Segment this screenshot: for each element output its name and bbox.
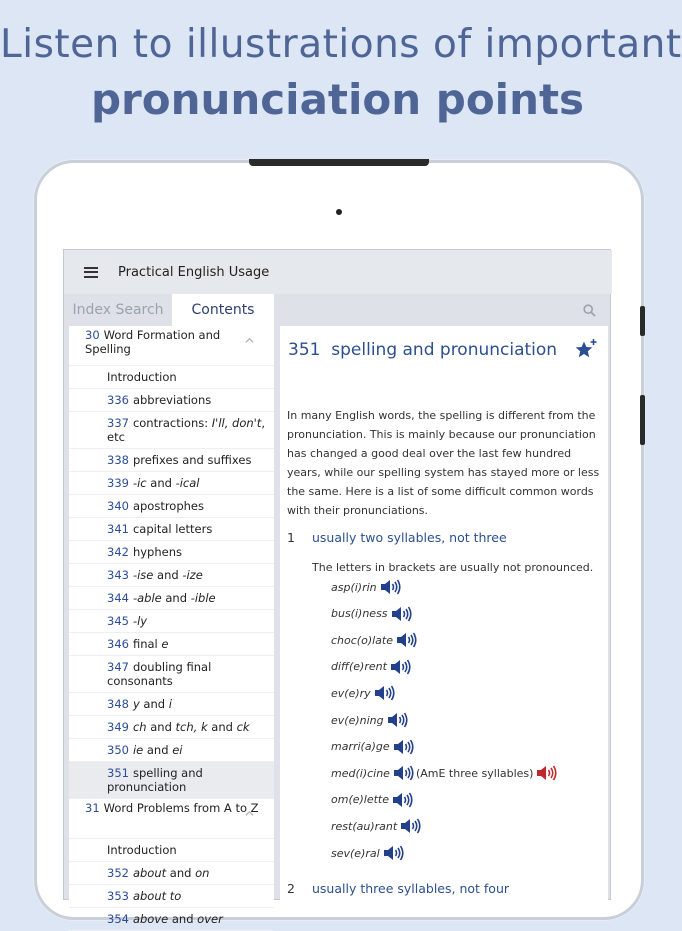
- promo-headline-line2: pronunciation points: [90, 75, 585, 124]
- contents-item-number: 343: [107, 568, 129, 582]
- tab-index-search[interactable]: Index Search: [64, 294, 172, 326]
- app-bar: [64, 250, 612, 294]
- section-num: 31: [85, 801, 100, 815]
- pronunciation-word: diff(e)rent: [331, 660, 387, 674]
- chevron-up-icon[interactable]: [245, 336, 254, 345]
- pronunciation-row: [331, 762, 558, 784]
- contents-item-label: contractions: I'll, don't, etc: [107, 416, 265, 444]
- speaker-icon[interactable]: [398, 816, 422, 836]
- speaker-icon[interactable]: [390, 790, 414, 810]
- section-heading-2: [287, 881, 509, 896]
- contents-item-label: Introduction: [107, 843, 177, 857]
- pronunciation-row: [331, 709, 409, 731]
- contents-item-label: ie and ei: [132, 743, 183, 757]
- section-num: 30: [85, 328, 100, 342]
- pronunciation-word: sev(e)ral: [331, 846, 380, 860]
- menu-icon[interactable]: [84, 267, 98, 278]
- tab-bar: [64, 294, 274, 326]
- contents-list[interactable]: [69, 326, 274, 926]
- contents-item[interactable]: [69, 633, 274, 656]
- contents-item[interactable]: [69, 610, 274, 633]
- pronunciation-row: [331, 736, 415, 758]
- search-icon[interactable]: [583, 304, 596, 317]
- contents-item-label: above and over: [132, 912, 223, 926]
- chevron-up-icon[interactable]: [245, 809, 254, 818]
- contents-item-label: prefixes and suffixes: [132, 453, 252, 467]
- contents-item-label: -ly: [132, 614, 148, 628]
- section-number: 2: [287, 881, 295, 896]
- contents-item[interactable]: [69, 495, 274, 518]
- contents-item-number: 342: [107, 545, 129, 559]
- speaker-icon[interactable]: [394, 630, 418, 650]
- contents-item-label: about to: [132, 889, 182, 903]
- star-add-icon[interactable]: [574, 338, 598, 362]
- contents-item-number: 351: [107, 766, 129, 780]
- contents-item-label: doubling final consonants: [107, 660, 212, 688]
- contents-item-number: 336: [107, 393, 129, 407]
- speaker-icon[interactable]: [385, 710, 409, 730]
- pronunciation-row: [331, 682, 396, 704]
- section-heading-1: [287, 530, 507, 545]
- contents-item-number: 352: [107, 866, 129, 880]
- contents-item[interactable]: [69, 739, 274, 762]
- contents-item[interactable]: [69, 839, 274, 862]
- contents-item[interactable]: [69, 656, 274, 693]
- contents-item-number: 349: [107, 720, 129, 734]
- contents-item[interactable]: [69, 762, 274, 799]
- contents-item[interactable]: [69, 389, 274, 412]
- contents-item[interactable]: [69, 564, 274, 587]
- pronunciation-row: [331, 603, 413, 625]
- article-title-text: spelling and pronunciation: [331, 340, 558, 360]
- contents-item-label: apostrophes: [132, 499, 205, 513]
- contents-item[interactable]: [69, 908, 274, 931]
- contents-section-header[interactable]: [69, 799, 274, 839]
- pronunciation-word: asp(i)rin: [331, 580, 377, 594]
- contents-item[interactable]: [69, 587, 274, 610]
- article-number: 351: [288, 340, 321, 360]
- contents-item-number: 344: [107, 591, 129, 605]
- pronunciation-word: choc(o)late: [331, 633, 393, 647]
- speaker-icon[interactable]: [534, 763, 558, 783]
- contents-item-number: 346: [107, 637, 129, 651]
- contents-item[interactable]: [69, 693, 274, 716]
- pronunciation-word: rest(au)rant: [331, 819, 398, 833]
- pronunciation-word: marri(a)ge: [331, 740, 390, 754]
- contents-item-number: 341: [107, 522, 129, 536]
- app-title: Practical English Usage: [118, 264, 270, 280]
- contents-item-number: 354: [107, 912, 129, 926]
- speaker-icon[interactable]: [389, 604, 413, 624]
- contents-item[interactable]: [69, 366, 274, 389]
- pronunciation-note: (AmE three syllables): [415, 766, 534, 780]
- contents-item-number: 347: [107, 660, 129, 674]
- contents-item[interactable]: [69, 412, 274, 449]
- speaker-icon[interactable]: [378, 577, 402, 597]
- section-number: 1: [287, 530, 295, 545]
- app-screen: [63, 249, 611, 926]
- contents-item[interactable]: [69, 885, 274, 908]
- pronunciation-word: med(i)cine: [331, 766, 390, 780]
- contents-item-number: 348: [107, 697, 129, 711]
- contents-item-label: -ise and -ize: [132, 568, 203, 582]
- contents-item[interactable]: [69, 716, 274, 739]
- tablet-volume-button: [640, 395, 645, 445]
- contents-item-number: 345: [107, 614, 129, 628]
- pronunciation-row: [331, 789, 414, 811]
- promo-headline: [0, 22, 682, 124]
- contents-item-number: 338: [107, 453, 129, 467]
- contents-item[interactable]: [69, 472, 274, 495]
- contents-item[interactable]: [69, 518, 274, 541]
- contents-item-label: ch and tch, k and ck: [132, 720, 250, 734]
- contents-item-number: 350: [107, 743, 129, 757]
- contents-item-label: -able and -ible: [132, 591, 216, 605]
- section-label: Word Formation and Spelling: [85, 328, 221, 356]
- promo-headline-line1: Listen to illustrations of important: [0, 22, 682, 67]
- contents-item-number: 337: [107, 416, 129, 430]
- section-label: Word Problems from A to Z: [103, 801, 259, 815]
- pronunciation-word: bus(i)ness: [331, 607, 388, 621]
- article-title: [288, 336, 568, 365]
- article-pane: [280, 326, 608, 901]
- front-camera: [336, 209, 342, 215]
- contents-item-label: capital letters: [132, 522, 213, 536]
- section-title: usually two syllables, not three: [312, 530, 507, 545]
- speaker-icon[interactable]: [391, 763, 415, 783]
- pronunciation-row: [331, 656, 412, 678]
- contents-item-number: 339: [107, 476, 129, 490]
- pronunciation-row: [331, 629, 418, 651]
- pronunciation-row: [331, 576, 402, 598]
- pronunciation-word: ev(e)ry: [331, 686, 371, 700]
- pronunciation-word: om(e)lette: [331, 793, 390, 807]
- section-note: The letters in brackets are usually not pronounced.: [312, 561, 594, 574]
- pronunciation-word: ev(e)ning: [331, 713, 384, 727]
- contents-item-label: -ic and -ical: [132, 476, 200, 490]
- pronunciation-row: [331, 842, 405, 864]
- contents-item-number: 340: [107, 499, 129, 513]
- speaker-icon[interactable]: [372, 683, 396, 703]
- contents-item-label: final e: [132, 637, 169, 651]
- contents-item-label: spelling and pronunciation: [107, 766, 203, 794]
- contents-item[interactable]: [69, 541, 274, 564]
- tab-contents[interactable]: Contents: [172, 294, 274, 326]
- contents-item-label: y and i: [132, 697, 172, 711]
- speaker-icon[interactable]: [388, 657, 412, 677]
- pronunciation-row: [331, 815, 422, 837]
- contents-item-number: 353: [107, 889, 129, 903]
- section-title: usually three syllables, not four: [312, 881, 510, 896]
- contents-item-label: Introduction: [107, 370, 177, 384]
- contents-item-label: hyphens: [132, 545, 182, 559]
- speaker-icon[interactable]: [381, 843, 405, 863]
- speaker-icon[interactable]: [391, 737, 415, 757]
- contents-item[interactable]: [69, 862, 274, 885]
- tablet-top-edge: [249, 159, 429, 166]
- contents-item[interactable]: [69, 449, 274, 472]
- tablet-power-button: [640, 306, 645, 336]
- contents-section-header[interactable]: [69, 326, 274, 366]
- contents-item-label: abbreviations: [132, 393, 212, 407]
- article-intro: In many English words, the spelling is different from the pronunciation. This is mainly because our pronunciation has changed a good deal over the last few hundred years, while our spelling system has stayed more or less the same. Here is a list of some difficult common words with their pronunciations.: [287, 409, 600, 517]
- contents-item-label: about and on: [132, 866, 210, 880]
